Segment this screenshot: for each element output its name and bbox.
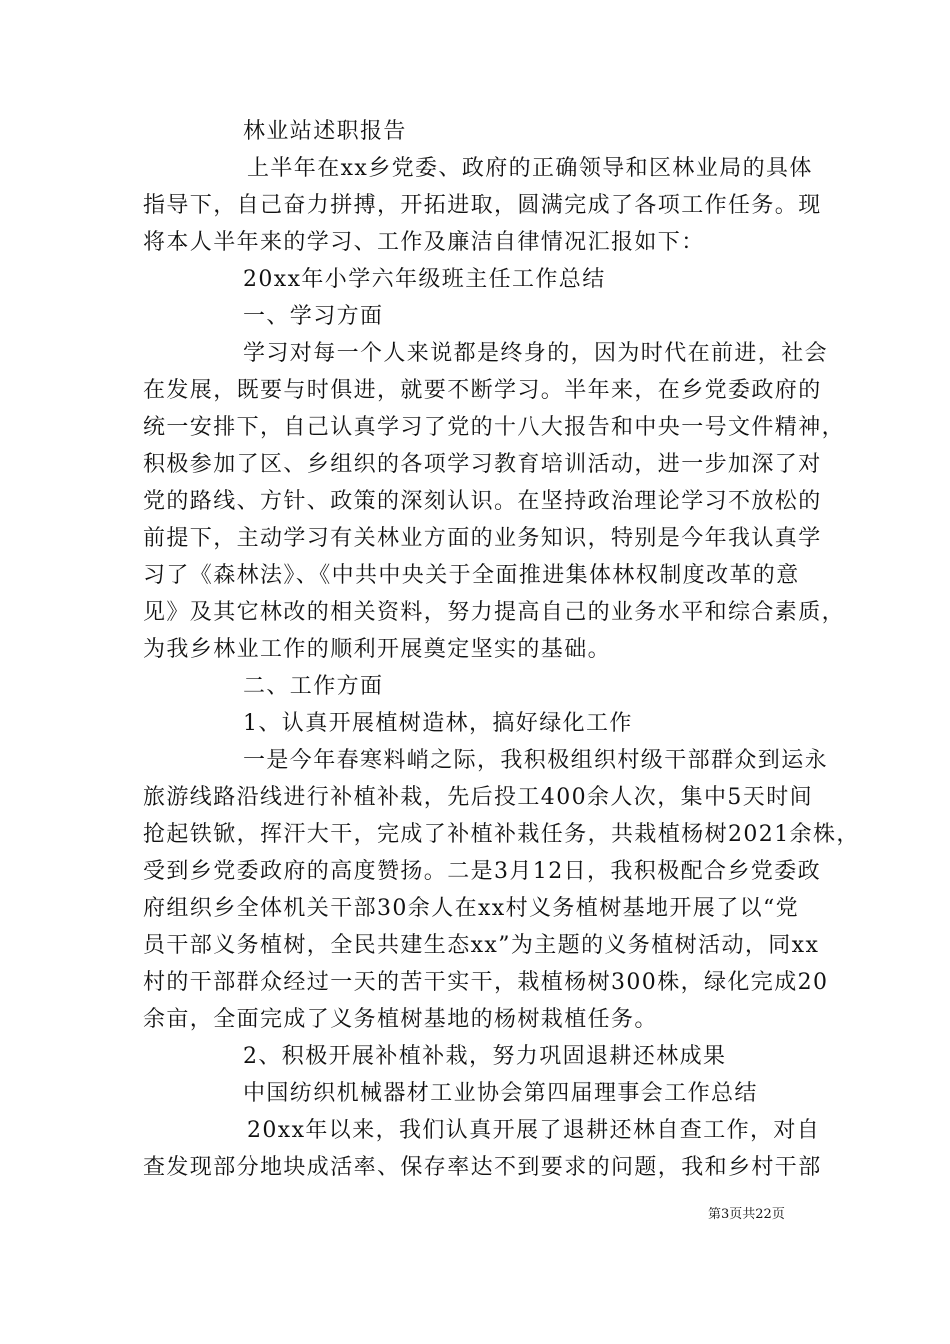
text-line: 党的路线、方针、政策的深刻认识。在坚持政治理论学习不放松的 [143,489,822,514]
text-line: 见》及其它林改的相关资料，努力提高自己的业务水平和综合素质， [143,600,846,625]
text-line: 旅游线路沿线进行补植补栽，先后投工400余人次，集中5天时间 [143,785,813,810]
text-line: 村的干部群众经过一天的苦干实干，栽植杨树300株，绿化完成20 [143,970,829,995]
text-line: 1、认真开展植树造林，搞好绿化工作 [243,711,633,736]
text-line: 将本人半年来的学习、工作及廉洁自律情况汇报如下： [143,230,705,255]
text-line: 学习对每一个人来说都是终身的，因为时代在前进，社会 [243,341,829,366]
page-number: 第3页共22页 [708,1207,785,1222]
text-line: 一、学习方面 [243,304,384,329]
text-line: 余亩，全面完成了义务植树基地的杨树栽植任务。 [143,1007,658,1032]
text-line: 受到乡党委政府的高度赞扬。二是3月12日，我积极配合乡党委政 [143,859,821,884]
text-line: 指导下，自己奋力拼搏，开拓进取，圆满完成了各项工作任务。现 [143,193,822,218]
text-line: 员干部义务植树，全民共建生态xx”为主题的义务植树活动，同xx [143,933,820,958]
text-line: 中国纺织机械器材工业协会第四届理事会工作总结 [243,1081,758,1106]
text-line: 二、工作方面 [243,674,384,699]
text-line: 积极参加了区、乡组织的各项学习教育培训活动，进一步加深了对 [143,452,822,477]
text-line: 前提下，主动学习有关林业方面的业务知识，特别是今年我认真学 [143,526,822,551]
document-body [143,113,860,1186]
text-line: 为我乡林业工作的顺利开展奠定坚实的基础。 [143,637,612,662]
text-line: 统一安排下，自己认真学习了党的十八大报告和中央一号文件精神， [143,415,846,440]
text-line: 抢起铁锨，挥汗大干，完成了补植补栽任务，共栽植杨树2021余株， [143,822,860,847]
text-line: 上半年在xx乡党委、政府的正确领导和区林业局的具体 [247,156,813,181]
text-line: 府组织乡全体机关干部30余人在xx村义务植树基地开展了以“党 [143,896,800,921]
text-line: 2、积极开展补植补栽，努力巩固退耕还林成果 [243,1044,727,1069]
text-line: 一是今年春寒料峭之际，我积极组织村级干部群众到运永 [243,748,829,773]
text-line: 查发现部分地块成活率、保存率达不到要求的问题，我和乡村干部 [143,1155,822,1180]
text-line: 20xx年以来，我们认真开展了退耕还林自查工作，对自 [247,1118,821,1143]
text-line: 在发展，既要与时俱进，就要不断学习。半年来，在乡党委政府的 [143,378,822,403]
text-line: 林业站述职报告 [243,119,407,144]
text-line: 习了《森林法》、《中共中央关于全面推进集体林权制度改革的意 [143,563,800,588]
text-line: 20xx年小学六年级班主任工作总结 [243,267,606,292]
